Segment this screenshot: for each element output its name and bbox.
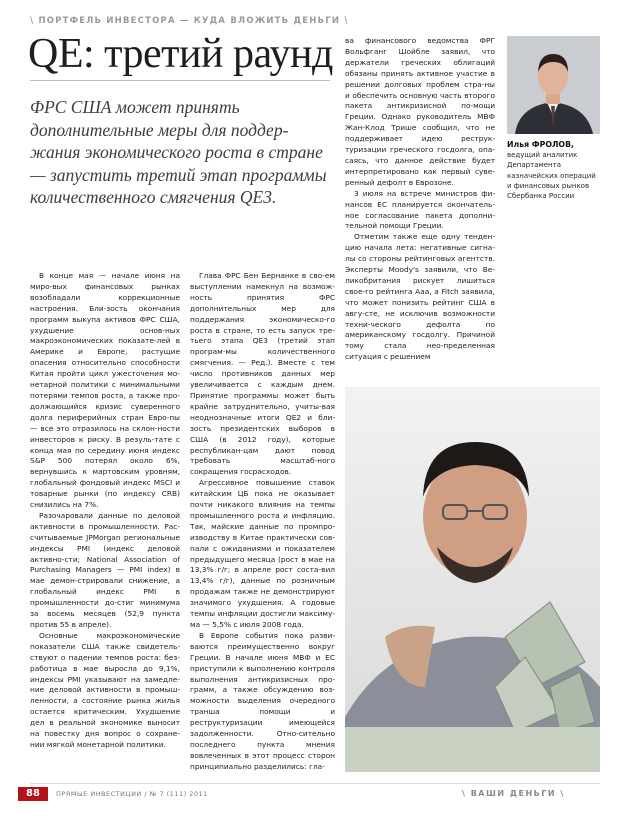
paragraph: ва финансового ведомства ФРГ Вольфганг Шойбле заявил, что держатели греческих облигаций обязаны принять активное участие в решении долговых проблем стра-ны и обеспечить основную часть второго пакета антикризисной по-мощи Греции. Однако руководитель МВФ Жан-Клод Трише сообщил, что не поддерживает идею реструк-туризации греческого госдолга, опа-саясь, что данное действие будет интерпретировано как первый суве-ренный дефолт в Еврозоне. bbox=[345, 36, 495, 187]
paragraph: Агрессивное повышение ставок китайским ЦБ пока не оказывает почти никакого влияния на темпы промышленного роста и инфляцию. Так, майские данные по промпро-изводству в Китае практически сов-пали с ожиданиями и показателем предыдущего месяца (рост в мае на 13,3% г/г; в апреле рост соста-вил 13,4% г/г), данные по розничным продажам также не демонстрируют значимого ухудшения. А годовые темпы инфляции достигли максиму-ма — 5,5% с июля 2008 года. bbox=[190, 478, 335, 629]
text-column-1 bbox=[30, 271, 180, 751]
rubric-label: \ ВАШИ ДЕНЬГИ \ bbox=[462, 789, 565, 798]
author-name: Илья ФРОЛОВ, bbox=[507, 140, 574, 149]
paragraph: 3 июля на встрече министров фи-нансов ЕС планируется окончатель-ное согласование пакета дополни-тельной помощи Греции. bbox=[345, 188, 495, 231]
paragraph: Отметим также еще одну тенден-цию начала лета: негативные сигна-лы со стороны рейтинговых агентств. Эксперты Moody's заявили, что Ве-ликобритания рискует лишиться свое-го рейтинга Ааа, а Fitch заявила, что может понизить рейтинг США в авгу-сте, не исключив возможности техни-ческого дефолта по американскому госдолгу. Причиной тому стала нео-пределенная ситуация с решением bbox=[345, 232, 495, 362]
main-photo bbox=[345, 387, 600, 772]
author-caption bbox=[507, 140, 599, 201]
section-header: \ ПОРТФЕЛЬ ИНВЕСТОРА — КУДА ВЛОЖИТЬ ДЕНЬГИ \ bbox=[30, 16, 349, 26]
text-column-2 bbox=[190, 271, 335, 773]
footer-divider bbox=[30, 783, 600, 784]
text-column-3 bbox=[345, 36, 495, 363]
lead-paragraph: ФРС США может принять дополнительные меры для поддер-жания экономического роста в стране — запустить третий этап программы количественного смягчения QE3. bbox=[30, 97, 327, 207]
paragraph: Основные макроэкономические показатели США также свидетель-ствуют о падении темпов роста: без-работица в мае выросла до 9,1%, индексы PMI указывают на замедле-ние деловой активности в промыш-ленности, а состояние рынка жилья остается критическим. Ухудшение дел в реальной экономике выносит на повестку дня вопрос о сохране-нии мягкой монетарной политики. bbox=[30, 630, 180, 749]
page-number: 88 bbox=[18, 787, 48, 801]
article-title: QE: третий раунд bbox=[28, 31, 333, 77]
paragraph: Глава ФРС Бен Бернанке в сво-ем выступлении намекнул на возмож-ность принятия ФРС дополнительных мер для поддержания экономическо-го роста в стране, то есть запуск тре-тьего этапа QE3 (третий этап програм-мы количественного смягчения. — Ред.). Вместе с тем число противников данных мер увеличивается с каждым днем. Принятие программы может быть крайне затруднительно, учиты-вая неоднозначные итоги QE2 и бли-зость президентских выборов в США (в 2012 году), которые республикан-цам дают повод требовать масштаб-ного сокращения госрасходов. bbox=[190, 271, 335, 477]
author-role: ведущий аналитик Департамента казначейских операций и финансовых рынков Сбербанка России bbox=[507, 151, 596, 201]
author-portrait bbox=[507, 36, 600, 134]
title-divider bbox=[30, 80, 330, 81]
magazine-info: ПРЯМЫЕ ИНВЕСТИЦИИ / № 7 (111) 2011 bbox=[56, 790, 208, 798]
paragraph: В Европе события пока разви-ваются преимущественно вокруг Греции. В начале июня МВФ и ЕС приступили к выполнению контроля выполнения антикризисных про-грамм, а также обсуждению воз-можности выделения очередного транша помощи и реструктуризации имеющейся задолженности. Отно-сительно последнего пункта мнения вовлеченных в этот процесс сторон принципиально разделились: гла- bbox=[190, 630, 335, 771]
paragraph: Разочаровали данные по деловой активности в промышленности. Рас-считываемые JPMorgan региональные индексы PMI (индекс деловой активно-сти; National Association of Purchasing Managers — PMI index) в мае демон-стрировали снижение, а глобальный индекс PMI в промышленности до-стиг минимума за восемь месяцев (52,9 пункта против 55 в апреле). bbox=[30, 510, 180, 629]
paragraph: В конце мая — начале июня на миро-вых финансовых рынках возобладали коррекционные настроения. Бли-зость окончания программ выкупа активов ФРС США, ухудшение основ-ных макроэкономических показате-лей в Америке и Европе, растущие опасения относительно способности Китая пройти цикл ужесточения мо-нетарной политики с минимальными потерями темпов роста, а также про-должающийся кризис суверенного долга периферийных стран Евро-пы — все это отразилось на склон-ности инвесторов к риску. В резуль-тате с конца мая по середину июня индекс S&P 500 потерял около 6%, вернувшись к мартовским уровням, глобальный фондовый индекс MSCI и товарные рынки (по индексу CRB) снизились на 7%. bbox=[30, 271, 180, 510]
